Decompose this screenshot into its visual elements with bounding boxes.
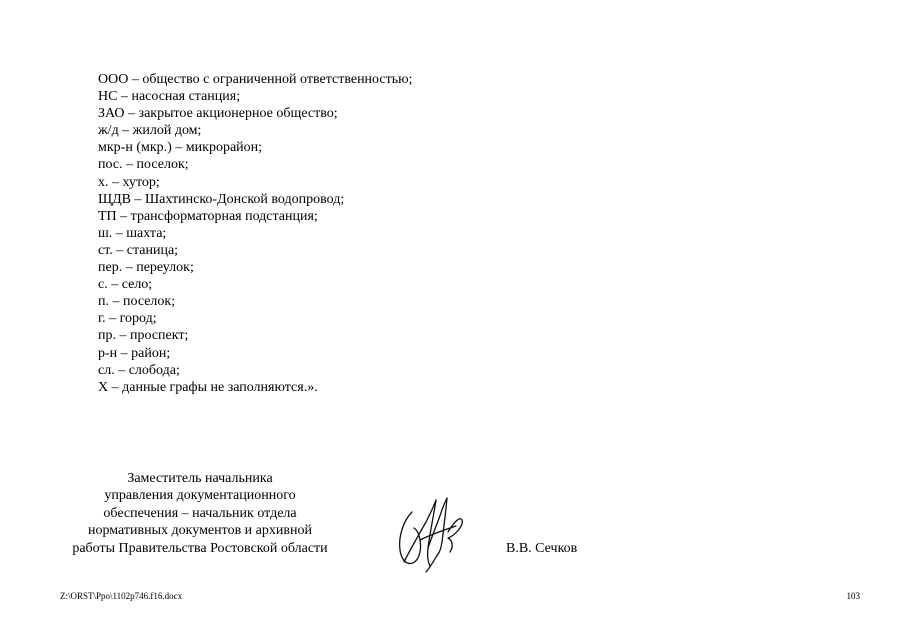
abbreviation-item: сл. – слобода; xyxy=(98,362,180,378)
abbreviation-item: пр. – проспект; xyxy=(98,328,189,344)
abbreviation-item: пер. – переулок; xyxy=(98,260,194,276)
signatory-title-line: управления документационного xyxy=(104,488,296,504)
abbreviation-item: п. – поселок; xyxy=(98,294,176,310)
abbreviation-item: ТП – трансформаторная подстанция; xyxy=(98,208,318,224)
abbreviation-item: ООО – общество с ограниченной ответственностью; xyxy=(98,72,413,87)
footer-file-path: Z:\ORST\Ppo\1102p746.f16.docx xyxy=(60,591,183,601)
signatory-title-line: обеспечения – начальник отдела xyxy=(103,505,297,521)
signatory-title-line: работы Правительства Ростовской области xyxy=(72,540,328,556)
abbreviation-list xyxy=(98,71,412,396)
abbreviation-item: х. – хутор; xyxy=(98,174,160,190)
signatory-title-line: Заместитель начальника xyxy=(127,471,273,486)
abbreviation-item: пос. – поселок; xyxy=(98,157,189,173)
signatory-title xyxy=(40,470,360,557)
abbreviation-item: с. – село; xyxy=(98,277,153,293)
abbreviation-item: ст. – станица; xyxy=(98,242,179,258)
handwritten-signature xyxy=(390,492,470,574)
page-number: 103 xyxy=(846,591,860,601)
abbreviation-item: ЩДВ – Шахтинско-Донской водопровод; xyxy=(98,191,345,207)
abbreviation-item: р-н – район; xyxy=(98,345,171,361)
signatory-title-line: нормативных документов и архивной xyxy=(88,523,312,539)
abbreviation-item: ж/д – жилой дом; xyxy=(98,123,202,139)
abbreviation-item: НС – насосная станция; xyxy=(98,89,241,105)
abbreviation-item: ш. – шахта; xyxy=(98,225,167,241)
abbreviation-item: Х – данные графы не заполняются.». xyxy=(98,379,318,395)
abbreviation-item: г. – город; xyxy=(98,311,157,327)
abbreviation-item: ЗАО – закрытое акционерное общество; xyxy=(98,106,338,122)
abbreviation-item: мкр-н (мкр.) – микрорайон; xyxy=(98,140,263,156)
signer-name: В.В. Сечков xyxy=(506,541,578,556)
